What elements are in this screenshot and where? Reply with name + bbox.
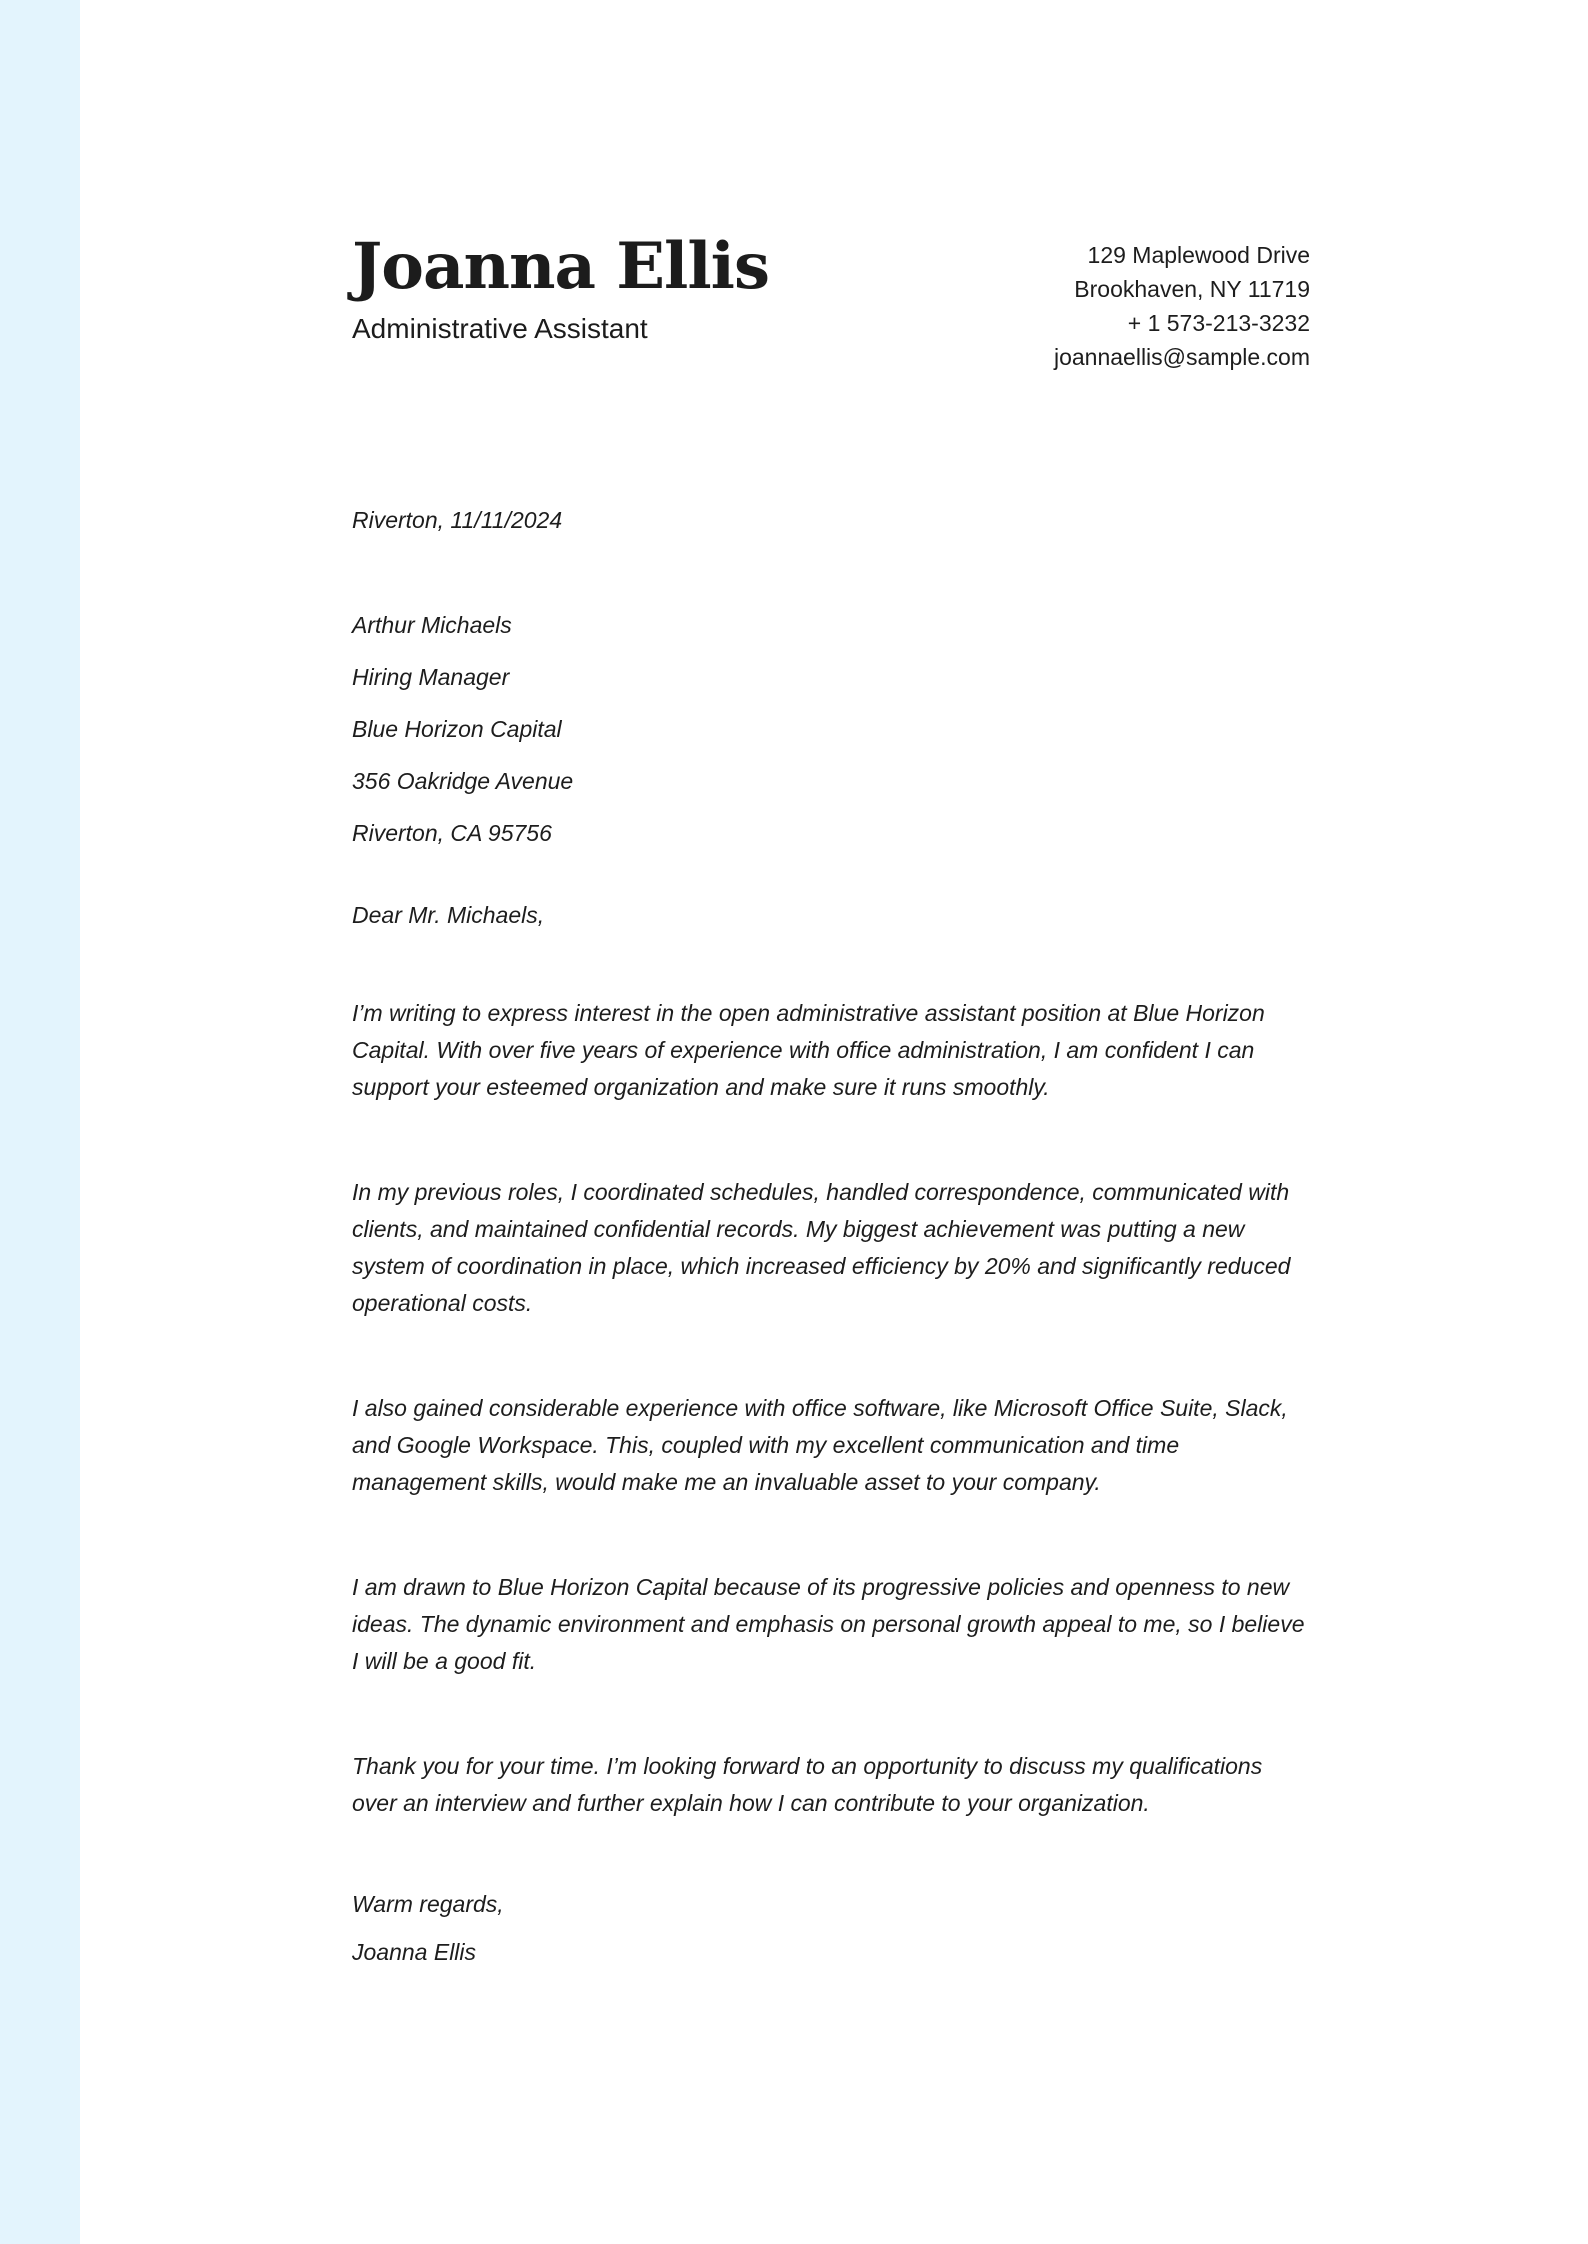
recipient-name: Arthur Michaels xyxy=(352,612,512,638)
applicant-name: Joanna Ellis xyxy=(352,229,769,304)
date-line: Riverton, 11/11/2024 xyxy=(352,507,563,533)
letter-content xyxy=(352,0,1310,1966)
contact-phone: + 1 573-213-3232 xyxy=(1127,310,1310,336)
closing: Warm regards, xyxy=(352,1891,504,1917)
signature: Joanna Ellis xyxy=(352,1939,477,1965)
recipient-company: Blue Horizon Capital xyxy=(352,716,562,742)
body-paragraph: I am drawn to Blue Horizon Capital because of its progressive policies and openness to new ideas. The dynamic environment and emphasis on personal growth appeal to me, so I believe I will be a good fit. xyxy=(352,1574,1305,1674)
contact-address-line2: Brookhaven, NY 11719 xyxy=(1074,276,1310,302)
recipient-street: 356 Oakridge Avenue xyxy=(352,768,574,794)
recipient-city: Riverton, CA 95756 xyxy=(352,820,552,846)
letter-header xyxy=(352,0,1310,374)
letter-body xyxy=(352,502,1310,1966)
applicant-identity xyxy=(352,229,769,345)
contact-email: joannaellis@sample.com xyxy=(1053,344,1310,370)
salutation: Dear Mr. Michaels, xyxy=(352,902,545,928)
left-accent-stripe xyxy=(0,0,80,2244)
paragraphs xyxy=(352,995,1310,1822)
body-paragraph: I also gained considerable experience with office software, like Microsoft Office Suite, Slack, and Google Workspace. This, coupled with my excellent communication and time management skills, would make me an invaluable asset to your company. xyxy=(352,1395,1288,1495)
applicant-job-title: Administrative Assistant xyxy=(352,313,648,345)
body-paragraph: In my previous roles, I coordinated schedules, handled correspondence, communicated with clients, and maintained confidential records. My biggest achievement was putting a new system of coordination in place, which increased efficiency by 20% and significantly reduced operational costs. xyxy=(352,1179,1291,1316)
body-paragraph: I’m writing to express interest in the open administrative assistant position at Blue Horizon Capital. With over five years of experience with office administration, I am confident I can support your esteemed organization and make sure it runs smoothly. xyxy=(352,1000,1265,1100)
contact-block xyxy=(1054,232,1310,374)
contact-address-line1: 129 Maplewood Drive xyxy=(1087,242,1310,268)
recipient-block xyxy=(352,611,1310,847)
body-paragraph: Thank you for your time. I’m looking forward to an opportunity to discuss my qualifications over an interview and further explain how I can contribute to your organization. xyxy=(352,1753,1263,1816)
recipient-role: Hiring Manager xyxy=(352,664,510,690)
